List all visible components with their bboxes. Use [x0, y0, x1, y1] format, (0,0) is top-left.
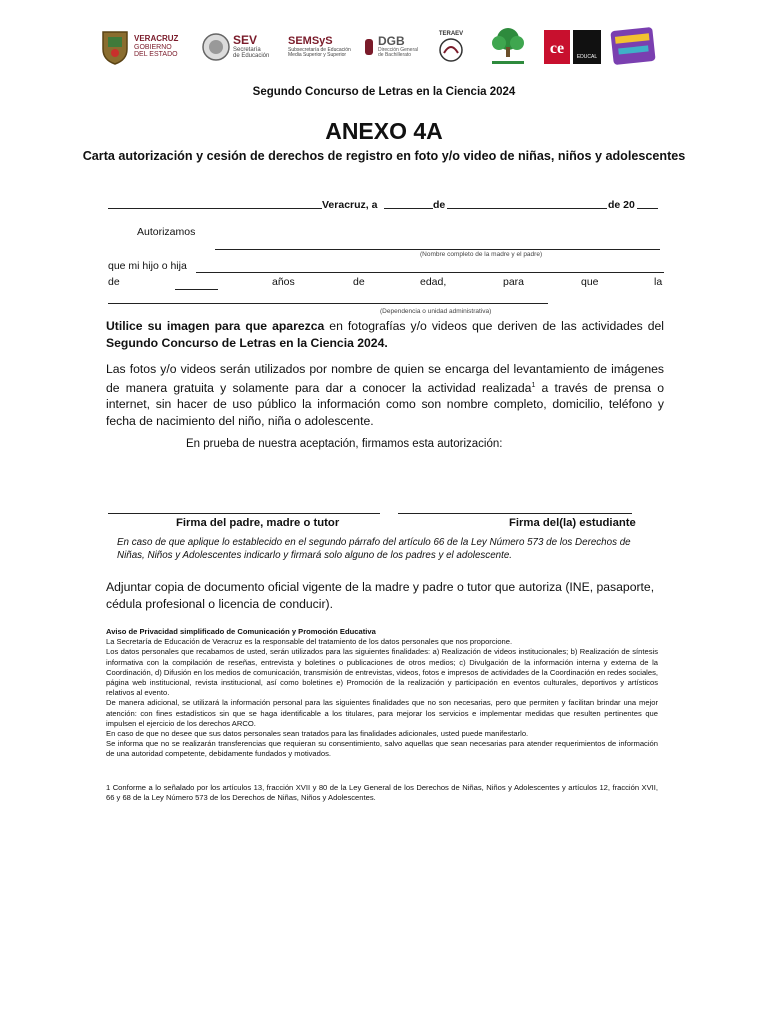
usage-paragraph — [106, 318, 664, 351]
privacy-line-1: La Secretaría de Educación de Veracruz es la responsable del tratamiento de los datos personales que nos proporcione. — [106, 637, 513, 647]
dgb-logo — [363, 24, 418, 70]
tree-icon — [488, 25, 528, 69]
student-signature-label: Firma del(la) estudiante — [509, 517, 636, 529]
de-label: de — [433, 199, 446, 211]
annex-title: ANEXO 4A — [325, 118, 443, 144]
teraev-text: TERAEV — [438, 31, 464, 37]
parent-signature-line — [108, 513, 380, 514]
parent-name-line — [215, 249, 660, 250]
sev-sub1: Secretaría — [233, 47, 261, 53]
dependency-hint: (Dependencia o unidad administrativa) — [380, 308, 492, 315]
educal-logo — [573, 24, 601, 70]
privacy-line-2: Los datos personales que recabamos de usted, serán utilizados para las siguientes finalidades: a) Realización de videos institucionales; b) Realización de síntesis informativa con la compilación de reseñas, entrevista y boletines o publicaciones de otros medios; c) Divulgación de la información interna y externa de la Coordinación, d) Difusión en los medios de comunicación, transmisión de entrevistas, videos, fotos e impresos de actividades de la Coordinación en redes sociales, página web institucional, revista institucional, así como boletines e) Promoción de la realización y participación en eventos culturales, deportivos y artísticos relativos al evento. — [106, 647, 658, 698]
row-word-6: que — [581, 276, 599, 288]
contest-title: Segundo Concurso de Letras en la Ciencia 2024 — [252, 86, 516, 98]
age-line — [175, 289, 218, 290]
usage-text: en fotografías y/o videos que deriven de las actividades del — [324, 319, 664, 333]
veracruz-text: VERACRUZ — [134, 34, 179, 44]
usage-terms-paragraph — [106, 361, 664, 429]
privacy-line-3: De manera adicional, se utilizará la información personal para las siguientes finalidades que no son necesarias, pero que permiten y facilitan brindar una mejor atención: con fines estadísticos sin que se haga identificable a los titulares, para mejorar los servicios e implementar medidas que resulten pertinentes que impulsen el ejercicio de los derechos ARCO. — [106, 698, 658, 728]
place-line — [108, 208, 322, 209]
sev-seal-icon — [202, 30, 230, 64]
footnote-ref: 1 — [531, 381, 536, 389]
signature-note: En caso de que aplique lo establecido en el segundo párrafo del artículo 66 de la Ley Número 573 de los Derechos de Niñas, Niños y Adolescentes indicarlo y firmará solo alguno de los padres y el adolescente. — [117, 537, 631, 561]
privacy-notice — [106, 627, 658, 760]
year-line — [637, 208, 658, 209]
month-line — [447, 208, 607, 209]
acceptance-text: En prueba de nuestra aceptación, firmamos esta autorización: — [186, 438, 503, 450]
row-word-4: edad, — [420, 276, 447, 288]
teraev-logo — [438, 24, 464, 70]
event-badge-icon — [610, 25, 656, 69]
svg-text:ce: ce — [549, 40, 565, 57]
teraev-emblem-icon — [438, 37, 464, 63]
day-line — [384, 208, 433, 209]
sev-logo — [202, 24, 269, 70]
footnote: 1 Conforme a lo señalado por los artículos 13, fracción XVII y 80 de la Ley General de los Derechos de Niñas, Niños y Adolescentes y artículos 12, fracción XVII, 66 y 68 de la Ley Número 573 de los Derechos de Niñas, Niños y Adolescentes. — [106, 783, 658, 803]
child-label: que mi hijo o hija — [108, 260, 187, 272]
veracruz-sub1: GOBIERNO — [134, 43, 172, 51]
sev-text: SEV — [233, 33, 258, 48]
privacy-line-5: Se informa que no se realizarán transferencias que requieran su consentimiento, salvo aquellas que sean necesarias para atender requerimientos de información de una autoridad competente, debidamente fundados y motivados. — [106, 739, 658, 759]
child-name-line — [196, 272, 664, 273]
dgb-sub1: Dirección General — [378, 47, 419, 54]
document-subtitle: Carta autorización y cesión de derechos de registro en foto y/o video de niñas, niños y adolescentes — [82, 149, 686, 163]
event-logo — [610, 24, 656, 70]
privacy-title: Aviso de Privacidad simplificado de Comunicación y Promoción Educativa — [106, 627, 376, 636]
row-word-7: la — [654, 276, 663, 288]
veracruz-a-label: Veracruz, a — [322, 199, 378, 211]
parent-signature-label: Firma del padre, madre o tutor — [176, 517, 340, 529]
row-word-2: años — [272, 276, 295, 288]
semsys-sub2: Media Superior y Superior — [288, 51, 347, 58]
veracruz-sub2: DEL ESTADO — [134, 51, 178, 59]
semsys-sub1: Subsecretaría de Educación — [288, 46, 351, 53]
usage-bold-1: Utilice su imagen para que aparezca — [106, 319, 325, 333]
row-word-5: para — [503, 276, 525, 288]
row-word-1: de — [108, 276, 120, 288]
de-20-label: de 20 — [608, 199, 635, 211]
fce-mark-icon — [544, 30, 570, 64]
semsys-text: SEMSyS — [288, 34, 333, 47]
dgb-text: DGB — [378, 34, 405, 49]
dependency-line — [108, 303, 548, 304]
student-signature-line — [398, 513, 632, 514]
parent-name-hint: (Nombre completo de la madre y el padre) — [420, 251, 543, 258]
dgb-mark-icon — [363, 37, 375, 57]
dgb-sub2: de Bachillerato — [378, 52, 412, 59]
privacy-line-4: En caso de que no desee que sus datos personales sean tratados para las finalidades adicionales, usted puede manifestarlo. — [106, 729, 529, 739]
row-word-3: de — [353, 276, 365, 288]
usage-bold-2: Segundo Concurso de Letras en la Ciencia 2024. — [106, 335, 388, 350]
veracruz-logo — [100, 24, 178, 70]
semsys-logo — [288, 24, 351, 70]
sev-sub2: de Educación — [233, 53, 270, 60]
autorizamos-label: Autorizamos — [137, 226, 196, 238]
veracruz-shield-icon — [100, 29, 130, 65]
tree-logo — [488, 24, 528, 70]
attach-instruction: Adjuntar copia de documento oficial vigente de la madre y padre o tutor que autoriza (INE, pasaporte, cédula profesional o licencia de conducir). — [106, 580, 655, 611]
terms-text-a: Las fotos y/o videos serán utilizados por nombre de quien se encarga del levantamiento de imágenes de manera gratuita y solamente para dar a conocer la actividad realizada — [106, 362, 664, 395]
logo-strip — [100, 24, 670, 70]
educal-text: EDUCAL — [576, 54, 598, 60]
fce-logo — [544, 24, 570, 70]
terms-text-b: a través de prensa o internet, sin hacer de uso público la información como son nombre completo, domicilio, teléfono y fecha de nacimiento del niño, niña o adolescente. — [106, 380, 664, 428]
